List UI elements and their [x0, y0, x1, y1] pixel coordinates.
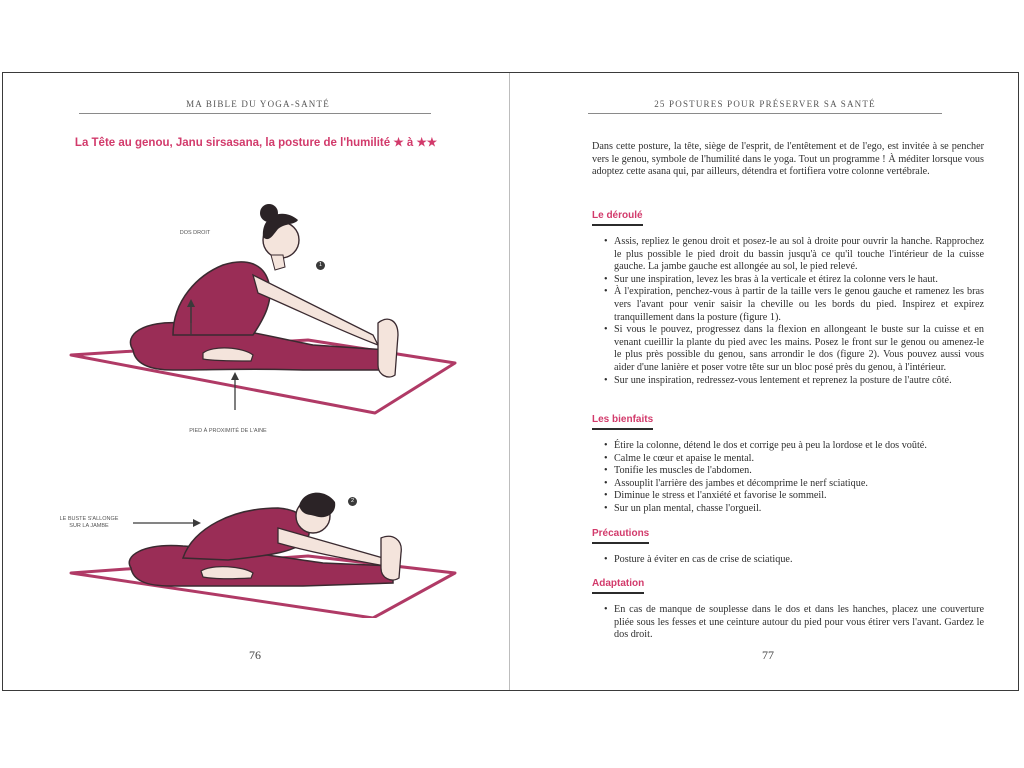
- running-head-rule-right: [588, 113, 942, 114]
- left-page: [3, 73, 509, 690]
- label-buste-allonge: [53, 516, 125, 530]
- figure-2-illustration: [63, 468, 463, 618]
- figure-1-foot: [378, 319, 398, 377]
- running-head-right: 25 POSTURES POUR PRÉSERVER SA SANTÉ: [654, 99, 876, 109]
- pose-title: La Tête au genou, Janu sirsasana, la posture de l'humilité ★ à ★★: [74, 137, 438, 149]
- right-page: [510, 73, 1018, 690]
- page-number-left: 76: [249, 648, 261, 662]
- section-title-adaptation: Adaptation: [592, 578, 644, 594]
- section-title-deroule: Le déroulé: [592, 210, 643, 226]
- label-buste-line1: LE BUSTE S'ALLONGE: [59, 516, 119, 522]
- section-deroule: [592, 205, 984, 387]
- section-adaptation: [592, 573, 984, 642]
- intro-paragraph: Dans cette posture, la tête, siège de l'esprit, de l'entêtement et de l'ego, est invitée à se pencher vers le genou, symbole de l'humilité dans le yoga. Tout un programme ! À méditer lorsque vous adoptez cette asana qui, par ailleurs, détendra et fortifiera votre colonne vertébrale.: [592, 141, 984, 178]
- figure-1-arm: [253, 275, 378, 345]
- figure-1-hair-bun: [260, 204, 278, 222]
- list-item: • Sur une inspiration, levez les bras à la verticale et étirez la colonne vers le haut.: [604, 274, 984, 287]
- list-item: • Sur un plan mental, chasse l'orgueil.: [604, 503, 984, 516]
- list-item: • Étire la colonne, détend le dos et corrige peu à peu la lordose et le dos voûté.: [604, 440, 984, 453]
- list-deroule: [592, 236, 984, 387]
- running-head-left: MA BIBLE DU YOGA-SANTÉ: [186, 99, 330, 109]
- label-dos-droit: DOS DROIT: [179, 230, 211, 236]
- list-item: • Calme le cœur et apaise le mental.: [604, 453, 984, 466]
- page-number-right: 77: [762, 648, 774, 662]
- list-item: • À l'expiration, penchez-vous à partir de la taille vers le genou gauche et ramenez les bras vers l'avant pour venir saisir la cheville ou les bords du pied. Inspirez et expirez tranquillement dans la posture (figure 1).: [604, 286, 984, 324]
- list-item: • Posture à éviter en cas de crise de sciatique.: [604, 554, 984, 567]
- list-bienfaits: [592, 440, 984, 516]
- figure-1-illustration: [63, 185, 463, 425]
- figure-1-torso: [173, 262, 270, 335]
- list-item: • Diminue le stress et l'anxiété et favorise le sommeil.: [604, 490, 984, 503]
- section-title-precautions: Précautions: [592, 528, 649, 544]
- figure-2-foot: [381, 536, 401, 580]
- list-item: • Assis, repliez le genou droit et posez-le au sol à droite pour ouvrir la hanche. Rapprochez le plus possible le pied droit du bassin jusqu'à ce qu'il touche l'intérieur de la cuisse gauche. La jambe gauche est allongée au sol, le pied relevé.: [604, 236, 984, 274]
- list-item: • Tonifie les muscles de l'abdomen.: [604, 465, 984, 478]
- figure-2-number: 2: [348, 497, 357, 506]
- running-head-rule-left: [79, 113, 431, 114]
- label-buste-line2: SUR LA JAMBE: [69, 523, 109, 529]
- section-bienfaits: [592, 409, 984, 516]
- list-adaptation: [592, 604, 984, 642]
- section-precautions: [592, 523, 984, 567]
- list-precautions: [592, 554, 984, 567]
- list-item: • En cas de manque de souplesse dans le dos et dans les hanches, placez une couverture pliée sous les fesses et une ceinture autour du pied pour vous étirer vers l'avant. Gardez le dos droit.: [604, 604, 984, 642]
- figure-1-number: 1: [316, 261, 325, 270]
- section-title-bienfaits: Les bienfaits: [592, 414, 653, 430]
- list-item: • Sur une inspiration, redressez-vous lentement et reprenez la posture de l'autre côté.: [604, 375, 984, 388]
- book-spread: [2, 72, 1019, 691]
- list-item: • Assouplit l'arrière des jambes et décomprime le nerf sciatique.: [604, 478, 984, 491]
- list-item: • Si vous le pouvez, progressez dans la flexion en allongeant le buste sur la cuisse et en venant cueillir la plante du pied avec les mains. Posez le front sur le genou ou amenez-le le plus près possible du genou, sans arrondir le dos (figure 2). Vous pouvez aussi vous aider d'une lanière et poser votre tête sur un bloc posé près du genou, à l'intérieur.: [604, 324, 984, 374]
- label-pied-aine: PIED À PROXIMITÉ DE L'AINE: [189, 428, 267, 434]
